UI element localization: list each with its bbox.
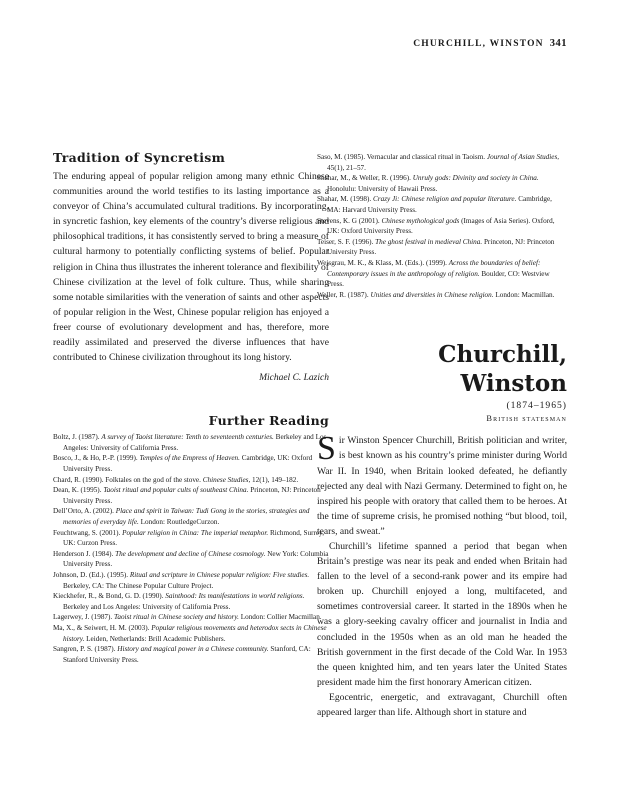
running-head (413, 38, 567, 49)
running-head-title: CHURCHILL, WINSTON (413, 39, 544, 49)
reference-item: Shahar, M. (1998). Crazy Ji: Chinese religion and popular literature. Cambridge, MA: Harvard University Press. (317, 195, 552, 214)
entry-dates: (1874–1965) (506, 400, 567, 412)
entry-title (317, 340, 567, 398)
section-heading-syncretism: Tradition of Syncretism (53, 150, 226, 165)
reference-list-right (317, 152, 567, 300)
reference-item: Dean, K. (1995). Taoist ritual and popular cults of southeast China. Princeton, NJ: Princeton University Press. (53, 486, 321, 505)
entry-role: British statesman (486, 414, 567, 424)
reference-item: Ma, X., & Seiwert, H. M. (2003). Popular religious movements and heterodox sects in Chinese history. Leiden, Netherlands: Brill Academic Publishers. (53, 623, 327, 643)
reference-item: Boltz, J. (1987). A survey of Taoist literature: Tenth to seventeenth centuries. Berkeley and Los Angeles: University of California Press. (53, 433, 327, 452)
author-byline: Michael C. Lazich (259, 373, 329, 384)
entry-title-line2: Winston (460, 370, 567, 398)
left-column (53, 150, 329, 665)
syncretism-paragraph: The enduring appeal of popular religion among many ethnic Chinese communities around the world testifies to its lasting importance as a conveyor of China’s accumulated cultural traditions. By incorporating, in syncretic fashion, key elements of the country’s diverse religious and philosophical traditions, it has consistently served to bring a measure of cultural harmony to potentially conflicting systems of belief. Popular religion in China thus illustrates the inherent tolerance and flexibility of Chinese civilization at the level of folk culture. Thus, while sharing some notable similarities with the veneration of saints and other aspects of popular religion in the West, Chinese popular religion has enjoyed a freer course of evolutionary development and has, therefore, more readily assimilated and preserved the diverse influences that have contributed to Chinese civilization throughout its long history. (53, 171, 329, 364)
page-number: 341 (549, 38, 567, 49)
entry-paragraph-3: Egocentric, energetic, and extravagant, Churchill often appeared larger than life. Although short in stature and (317, 691, 567, 718)
reference-item: Stevens, K. G (2001). Chinese mythological gods (Images of Asia Series). Oxford, UK: Oxford University Press. (317, 216, 555, 236)
entry-header (317, 340, 567, 423)
entry-body (317, 430, 567, 720)
reference-item: Chard, R. (1990). Folktales on the god of the stove. Chinese Studies, 12(1), 149–182. (53, 475, 299, 484)
further-reading-heading: Further Reading (208, 413, 329, 429)
right-column (317, 152, 567, 720)
syncretism-body (53, 169, 329, 365)
drop-cap: S (317, 430, 336, 468)
reference-item: Shahar, M., & Weller, R. (1996). Unruly gods: Divinity and society in China. Honolulu: University of Hawaii Press. (317, 174, 539, 193)
reference-item: Johnson, D. (Ed.). (1995). Ritual and scripture in Chinese popular religion: Five studies. Berkeley, CA: The Chinese Popular Culture Project. (53, 570, 310, 590)
entry-paragraph-2: Churchill’s lifetime spanned a period that began when Britain’s prestige was near its peak and ended when Britain had fallen to the level of a second-rank power and its empire had broken up. Churchill enjoyed a long, multifaceted, and sometimes controversial career. It started in the 1890s when he was a glory-seeking cavalry officer and journalist in India and concluded in the 1950s when as an old man he headed the British government in the first decade of the Cold War. In 1953 the queen knighted him, and ten years later the United States president made him the first honorary American citizen. (317, 540, 567, 688)
reference-item: Dell’Orto, A. (2002). Place and spirit in Taiwan: Tudi Gong in the stories, strategies and memories of everyday life. London: RoutledgeCurzon. (53, 507, 310, 526)
reference-item: Feuchtwang, S. (2001). Popular religion in China: The imperial metaphor. Richmond, Surrey, UK: Curzon Press. (53, 528, 324, 548)
reference-item: Weller, R. (1987). Unities and diversities in Chinese religion. London: Macmillan. (317, 290, 555, 299)
reference-item: Saso, M. (1985). Vernacular and classical ritual in Taoism. Journal of Asian Studies, 45(1), 21–57. (317, 153, 560, 172)
reference-item: Sangren, P. S. (1987). History and magical power in a Chinese community. Stanford, CA: Stanford University Press. (53, 645, 311, 664)
reference-item: Bosco, J., & Ho, P.-P. (1999). Temples of the Empress of Heaven. Cambridge, UK: Oxford University Press. (53, 454, 313, 473)
reference-item: Henderson J. (1984). The development and decline of Chinese cosmology. New York: Columbia University Press. (53, 549, 329, 569)
entry-paragraph-1: Sir Winston Spencer Churchill, British politician and writer, is best known as his country’s prime minister during World War II. In 1940, when Britain looked defeated, he defiantly rejected any deal with Nazi Germany. Determined to fight on, he inspired his people with oratory that called them to be heroes. At the time of supreme crisis, he promised nothing “but blood, toil, tears, and sweat.” (317, 430, 567, 537)
entry-title-line1: Churchill, (438, 341, 567, 369)
further-reading-section (53, 413, 329, 665)
reference-item: Kieckhefer, R., & Bond, G. D. (1990). Sainthood: Its manifestations in world religions. Berkeley and Los Angeles: University of California Press. (53, 592, 305, 611)
reference-list-left (53, 432, 329, 665)
reference-item: Teiser, S. F. (1996). The ghost festival in medieval China. Princeton, NJ: Princeton University Press. (317, 237, 555, 257)
reference-item: Weisgrau, M. K., & Klass, M. (Eds.). (1999). Across the boundaries of belief: Contemporary issues in the anthropology of religion. Boulder, CO: Westview Press. (317, 258, 550, 289)
reference-item: Lagerwey, J. (1987). Taoist ritual in Chinese society and history. London: Collier Macmillan. (53, 613, 322, 622)
